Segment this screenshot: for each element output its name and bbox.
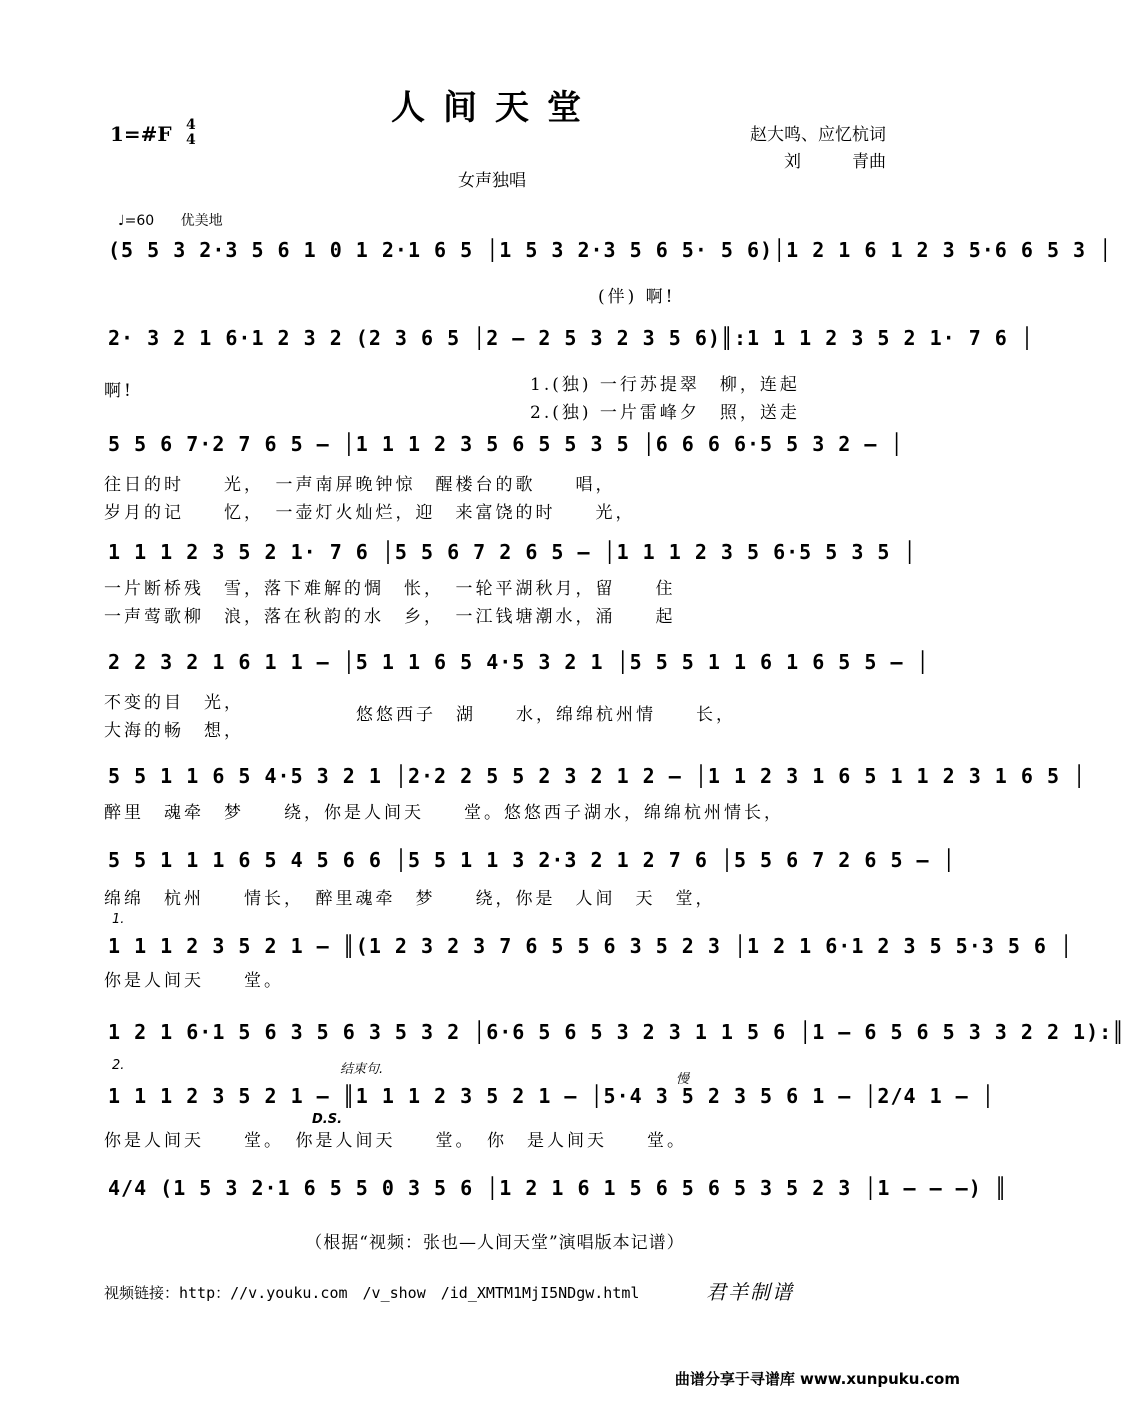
score-line-8: 1 1 1 2 3 5 2 1 – ║(1 2 3 2 3 7 6 5 5 6 3 5 2 3 │1 2 1 6·1 2 3 5 5·3 5 6 │ [108,934,1074,958]
meter-top: 4 [186,117,196,133]
lyric-chorus-1: 悠悠西子 湖 水，绵绵杭州情 长， [356,705,736,725]
lyric-verse2-line2: 一声莺歌柳 浪，落在秋韵的水 乡， 一江钱塘潮水，涌 起 [104,607,676,627]
score-line-7: 5 5 1 1 1 6 5 4 5 6 6 │5 5 1 1 3 2·3 2 1 2 7 6 │5 5 6 7 2 6 5 – │ [108,848,956,872]
tempo-marking [118,210,223,230]
composer-credit: 刘 青曲 [784,152,886,172]
lyric-verse2-line1: 岁月的记 忆， 一壶灯火灿烂，迎 来富饶的时 光， [104,503,636,523]
score-line-10: 1 1 1 2 3 5 2 1 – ║1 1 1 2 3 5 2 1 – │5·4 3 5 2 3 5 6 1 – │2/4 1 – │ [108,1084,995,1108]
video-link[interactable]: 视频链接：http：//v.youku.com /v_show /id_XMTM1MjI5NDgw.html [104,1284,640,1302]
meter-bottom: 4 [186,132,196,148]
score-line-4: 1 1 1 2 3 5 2 1· 7 6 │5 5 6 7 2 6 5 – │1 1 1 2 3 5 6·5 5 3 5 │ [108,540,917,564]
score-line-5: 2 2 3 2 1 6 1 1 – │5 1 1 6 5 4·5 3 2 1 │5 5 5 1 1 6 1 6 5 5 – │ [108,650,930,674]
page-title: 人间天堂 [391,88,599,128]
lyric-ending-2: 你是人间天 堂。 你是人间天 堂。 你 是人间天 堂。 [104,1131,687,1151]
expression-marking: 优美地 [180,213,223,229]
source-note: （根据“视频：张也—人间天堂”演唱版本记谱） [305,1233,685,1253]
key-signature: 1=#F [110,122,172,146]
lyric-ah: 啊! [104,381,134,401]
ending-1-marker: 1. [112,912,125,927]
score-line-11: 4/4 (1 5 3 2·1 6 5 5 0 3 5 6 │1 2 1 6 1 5 6 5 6 5 3 5 2 3 │1 – – –) ║ [108,1176,1008,1200]
slow-marker: 慢 [676,1072,690,1087]
time-signature [186,118,196,148]
ds-marker: D.S. [312,1112,343,1127]
lyric-verse2-intro: 2.(独) 一片雷峰夕 照，送走 [530,403,800,423]
lyric-verse1-intro: 1.(独) 一行苏提翠 柳，连起 [530,375,800,395]
score-line-2: 2· 3 2 1 6·1 2 3 2 (2 3 6 5 │2 – 2 5 3 2 3 5 6)║:1 1 1 2 3 5 2 1· 7 6 │ [108,326,1034,350]
lyric-accompaniment: (伴) 啊! [598,287,676,307]
lyric-chorus-3: 绵绵 杭州 情长， 醉里魂牵 梦 绕，你是 人间 天 堂， [104,889,716,909]
transcriber-signature: 君羊制谱 [706,1280,794,1304]
score-line-3: 5 5 6 7·2 7 6 5 – │1 1 1 2 3 5 6 5 5 3 5 │6 6 6 6·5 5 3 2 – │ [108,432,904,456]
lyric-verse2-line3: 大海的畅 想， [104,721,244,741]
score-line-1: (5 5 3 2·3 5 6 1 0 1 2·1 6 5 │1 5 3 2·3 5 6 5· 5 6)│1 2 1 6 1 2 3 5·6 6 5 3 │ [108,238,1113,262]
ending-phrase-marker: 结束句. [340,1062,384,1077]
lyric-verse1-line1: 往日的时 光， 一声南屏晚钟惊 醒楼台的歌 唱， [104,475,616,495]
tempo-value: ♩=60 [118,213,155,229]
lyric-ending-1: 你是人间天 堂。 [104,971,284,991]
lyric-chorus-2: 醉里 魂牵 梦 绕，你是人间天 堂。悠悠西子湖水，绵绵杭州情长， [104,803,784,823]
performer-label: 女声独唱 [458,171,526,191]
score-line-9: 1 2 1 6·1 5 6 3 5 6 3 5 3 2 │6·6 5 6 5 3 2 3 1 1 5 6 │1 – 6 5 6 5 3 3 2 2 1):║ [108,1020,1125,1044]
lyricist-credit: 赵大鸣、应忆杭词 [750,125,886,145]
credits [750,122,886,176]
lyric-verse1-line2: 一片断桥残 雪，落下难解的惆 怅， 一轮平湖秋月，留 住 [104,579,676,599]
score-line-6: 5 5 1 1 6 5 4·5 3 2 1 │2·2 2 5 5 2 3 2 1 2 – │1 1 2 3 1 6 5 1 1 2 3 1 6 5 │ [108,764,1087,788]
lyric-verse1-line3: 不变的目 光， [104,693,244,713]
ending-2-marker: 2. [112,1058,125,1073]
site-footer: 曲谱分享于寻谱库 www.xunpuku.com [674,1370,960,1388]
